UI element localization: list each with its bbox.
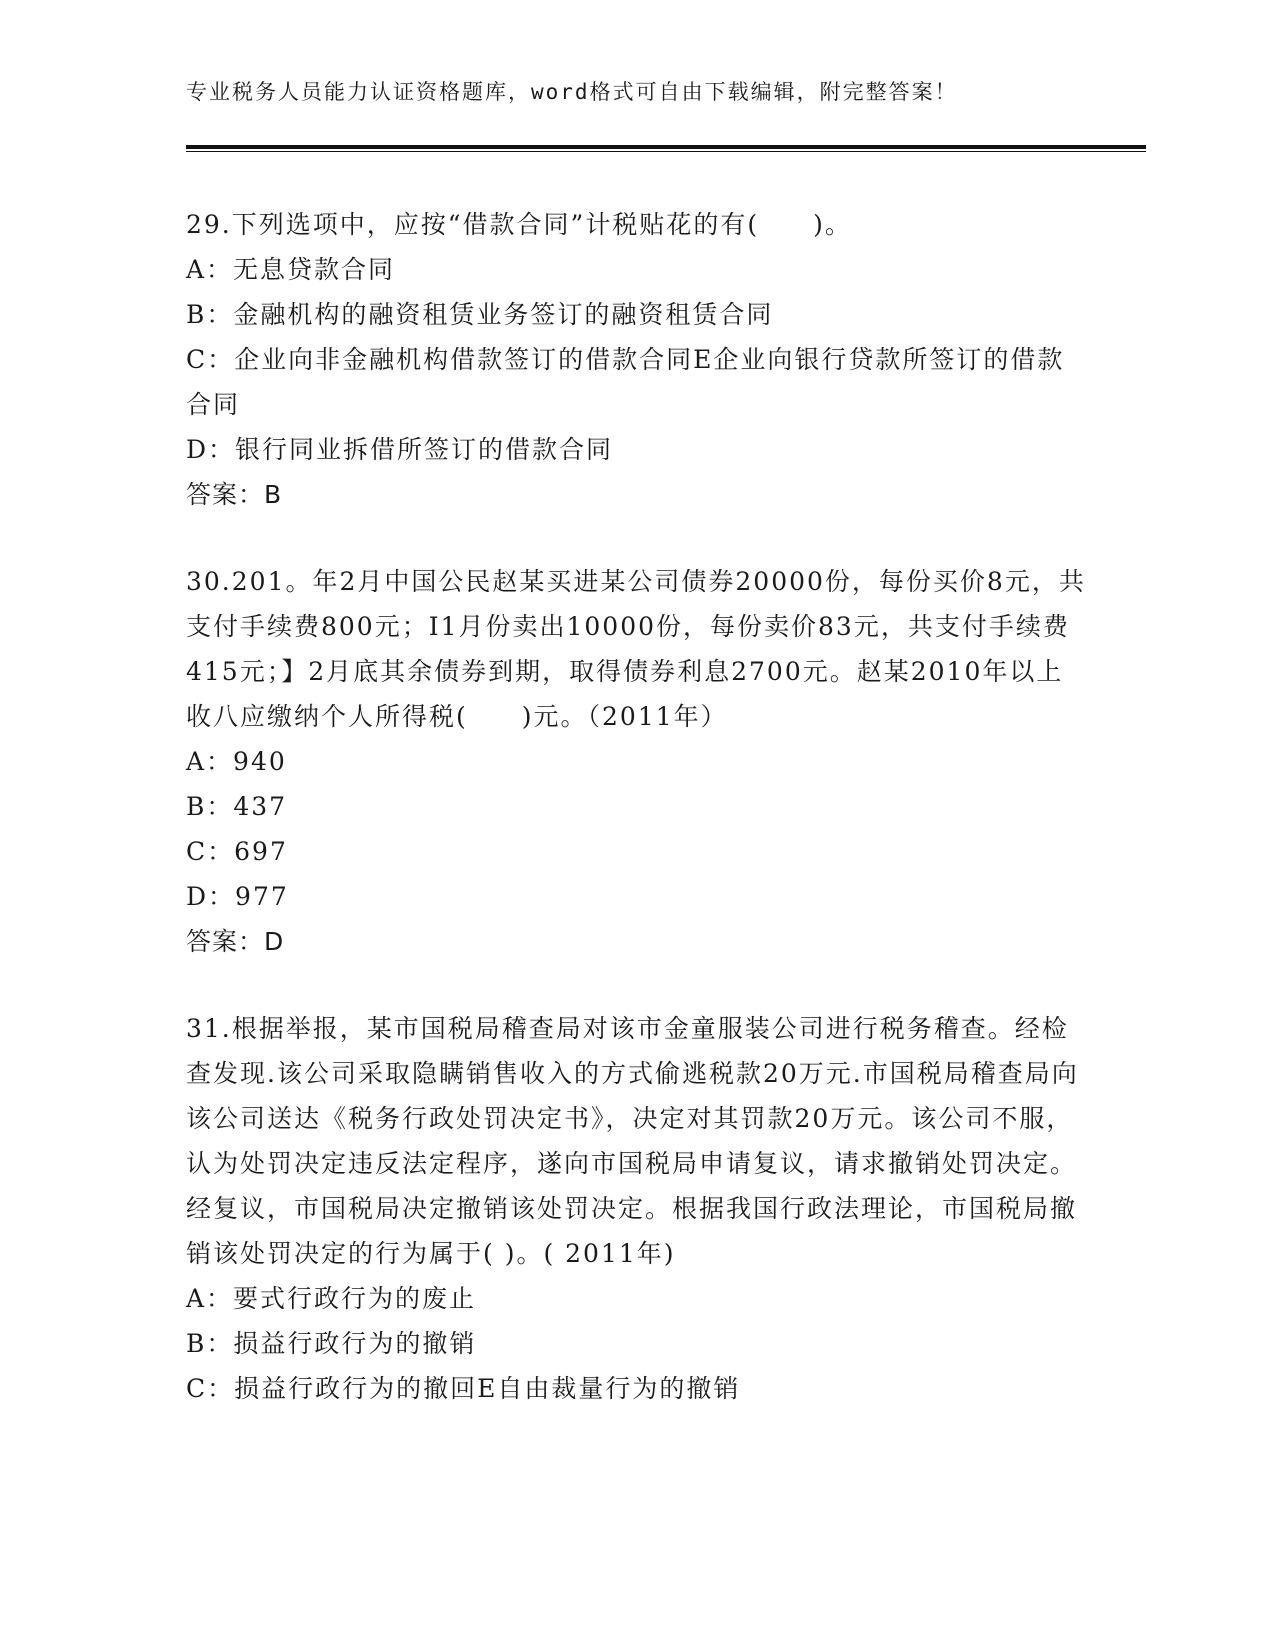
option-b: B：金融机构的融资租赁业务签订的融资租赁合同 <box>186 300 774 329</box>
header-rule-thin <box>186 151 1146 152</box>
question-stem: 30.201。年2月中国公民赵某买进某公司债券20000份，每份买价8元，共支付手续费800元；I1月份卖出10000份，每份卖价83元，共支付手续费415元；】2月底其余债券到期，取得债券利息2700元。赵某2010年以上收八应缴纳个人所得税( )元。（2011年） <box>186 567 1086 731</box>
question-31 <box>186 1006 1086 1411</box>
question-list <box>186 202 1086 1411</box>
header-rule-thick <box>186 145 1146 149</box>
option-b: B：损益行政行为的撤销 <box>186 1329 477 1358</box>
option-d: D：银行同业拆借所签订的借款合同 <box>186 435 614 464</box>
option-a: A：940 <box>186 747 287 776</box>
question-30 <box>186 559 1086 964</box>
option-c: C：企业向非金融机构借款签订的借款合同E企业向银行贷款所签订的借款合同 <box>186 345 1065 419</box>
answer-label: 答案：D <box>186 927 285 956</box>
page-header: 专业税务人员能力认证资格题库，word格式可自由下载编辑，附完整答案！ <box>186 80 958 104</box>
answer-label: 答案：B <box>186 480 283 509</box>
option-a: A：要式行政行为的废止 <box>186 1284 477 1313</box>
option-a: A：无息贷款合同 <box>186 255 396 284</box>
option-c: C：损益行政行为的撤回E自由裁量行为的撤销 <box>186 1374 741 1403</box>
question-stem: 31.根据举报，某市国税局稽查局对该市金童服装公司进行税务稽查。经检查发现.该公司采取隐瞒销售收入的方式偷逃税款20万元.市国税局稽查局向该公司送达《税务行政处罚决定书》，决定对其罚款20万元。该公司不服，认为处罚决定违反法定程序，遂向市国税局申请复议，请求撤销处罚决定。经复议，市国税局决定撤销该处罚决定。根据我国行政法理论，市国税局撤销该处罚决定的行为属于( )。( 2011年) <box>186 1014 1079 1268</box>
option-b: B：437 <box>186 792 288 821</box>
option-d: D：977 <box>186 882 289 911</box>
question-29 <box>186 202 1086 517</box>
question-stem: 29.下列选项中，应按“借款合同”计税贴花的有( )。 <box>186 210 852 239</box>
option-c: C：697 <box>186 837 288 866</box>
